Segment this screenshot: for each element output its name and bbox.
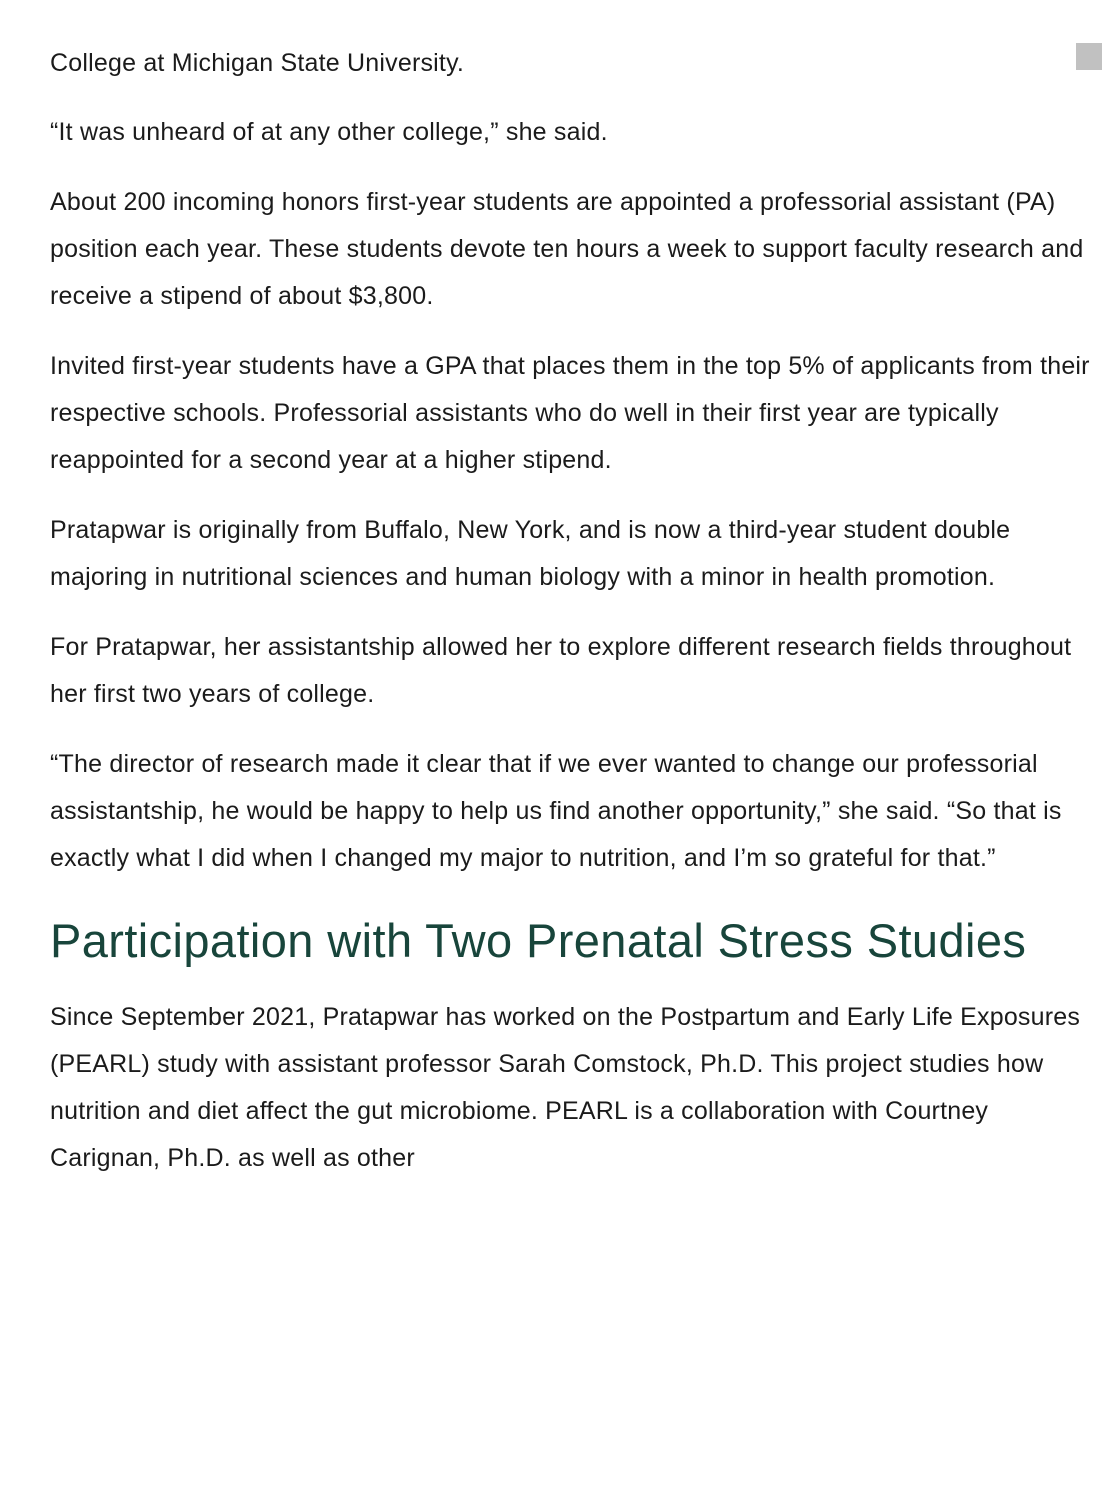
scrollbar-thumb[interactable] (1076, 43, 1102, 70)
article-paragraph: College at Michigan State University. (50, 49, 465, 77)
article-paragraph: “The director of research made it clear that if we ever wanted to change our professorial assistantship, he would be happy to help us find another opportunity,” she said. “So that is exactly what I did when I changed my major to nutrition, and I’m so grateful for that.” (50, 750, 1062, 872)
article-paragraph: Invited first-year students have a GPA that places them in the top 5% of applicants from their respective schools. Professorial assistants who do well in their first year are typically reappointed for a second year at a higher stipend. (50, 352, 1090, 474)
article-body (50, 40, 1090, 1205)
article-paragraph: Pratapwar is originally from Buffalo, New York, and is now a third-year student double majoring in nutritional sciences and human biology with a minor in health promotion. (50, 516, 1011, 591)
section-heading: Participation with Two Prenatal Stress Studies (50, 914, 1027, 967)
article-paragraph: “It was unheard of at any other college,” she said. (50, 118, 608, 146)
article-paragraph: Since September 2021, Pratapwar has worked on the Postpartum and Early Life Exposures (PEARL) study with assistant professor Sarah Comstock, Ph.D. This project studies how nutrition and diet affect the gut microbiome. PEARL is a collaboration with Courtney Carignan, Ph.D. as well as other (50, 1003, 1081, 1172)
article-paragraph: For Pratapwar, her assistantship allowed her to explore different research fields throughout her first two years of college. (50, 633, 1072, 708)
article-paragraph: About 200 incoming honors first-year students are appointed a professorial assistant (PA) position each year. These students devote ten hours a week to support faculty research and receive a stipend of about $3,800. (50, 188, 1084, 310)
